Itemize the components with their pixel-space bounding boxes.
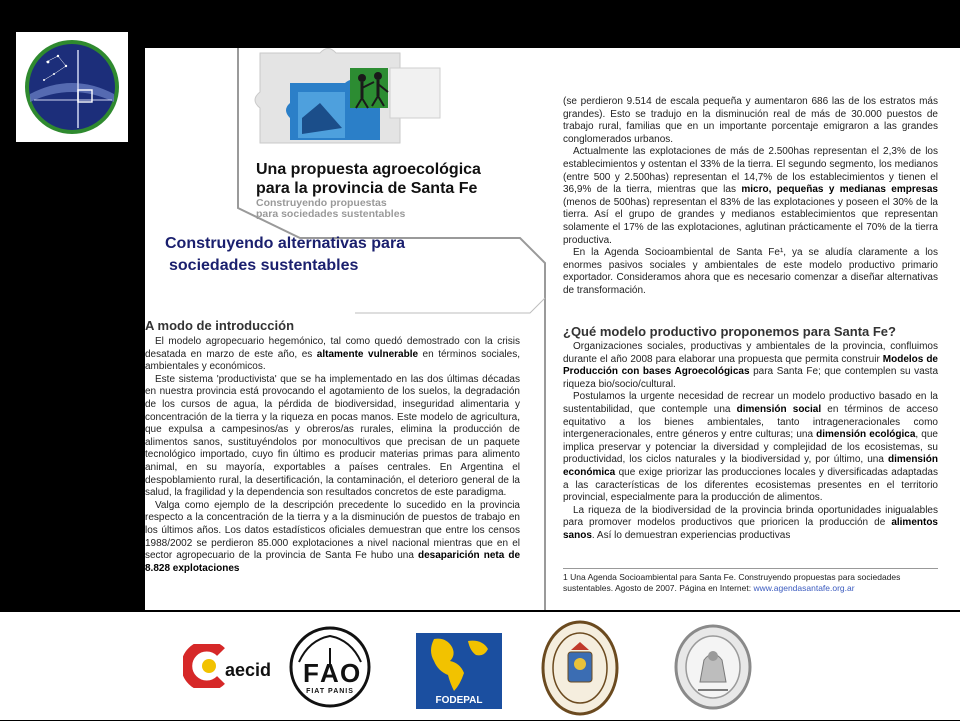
text-run: , que implica preservar y potenciar la diversidad y complejidad de los ecosistemas, su productividad, los ciclos naturales y la biodiversidad y, por último, una (563, 429, 938, 466)
right-paragraph (563, 146, 938, 247)
footnote-link[interactable]: www.agendasantafe.org.ar (753, 583, 855, 593)
bold-run: dimensión económica (563, 454, 938, 478)
title-line-1: Una propuesta agroecológica (256, 161, 481, 178)
subtitle-line-1: Construyendo propuestas (256, 197, 387, 209)
model-section (563, 324, 938, 543)
intro-paragraph: Este sistema 'productivista' que se ha implementado en las dos últimas décadas en nuestra provincia está provocando el agotamiento de los suelos, la degradación de los cursos de agua, la pérdida de biodiversidad, inseguridad alimentaria y concentración de la tierra y la riqueza en pocas manos. Este modelo de agricultura, que expulsa a campesinos/as y obreros/as rurales, elimina la producción de alimentos sanos, sustituyéndolos por monocultivos que precisan de un paquete tecnológico importado, cuyo fin último es producir materias primas para alimento animal, en su mayoría, exportables a países centrales. En Argentina el despoblamiento rural, la desertificación, la contaminación, el deterioro general de la salud, la fragilidad y la dependencia son resultados concretos de este paradigma. (145, 373, 520, 499)
fodepal-logo (416, 633, 502, 709)
fao-wheat-emblem-icon (289, 626, 371, 708)
text-run: en términos sociales, ambientales y económicos. (145, 348, 520, 373)
fao-motto: FIAT PANIS (306, 688, 354, 695)
text-run: . Así lo demuestran experiencias productivas (591, 529, 791, 541)
right-body-top (563, 96, 938, 298)
puzzle-illustration (250, 48, 445, 150)
text-run: El modelo agropecuario hegemónico, tal como quedó demostrado con la crisis desatada en marzo de este año, es (145, 336, 520, 360)
intro-section (145, 318, 520, 575)
svg-text:F: F (303, 658, 319, 688)
subtitle-line-2: para sociedades sustentables (256, 208, 406, 220)
bold-run: micro, pequeñas y medianas empresas (741, 184, 938, 196)
upm-logo (541, 620, 619, 716)
footnote (563, 568, 938, 594)
upm-seal-icon (541, 620, 619, 716)
aecid-logo (183, 638, 273, 700)
fao-logo (289, 626, 371, 708)
right-paragraph (563, 341, 938, 391)
overlay-title (165, 233, 485, 277)
text-run: 1 Una Agenda Socioambiental para Santa Fe. Construyendo propuestas para sociedades sustentables. Agosto de 2007. Página en Internet: (563, 572, 901, 593)
bold-run: altamente vulnerable (316, 348, 419, 360)
university-seal-logo (674, 624, 752, 710)
right-paragraph: En la Agenda Socioambiental de Santa Fe¹, ya se aludía claramente a los enormes pasivos sociales y ambientales de este modelo productivo primario exportador. Consideramos ahora que es necesario comenzar a diseñar alternativas de transformación. (563, 247, 938, 296)
bold-run: dimensión ecológica (816, 429, 916, 441)
text-run: en términos de acceso equitativo a los bienes ambientales, tanto intrageneracionales como intergeneracionales, entre géneros y entre culturas; una (563, 403, 938, 441)
bold-run: dimensión social (736, 403, 822, 415)
title-line-2: para la provincia de Santa Fe (256, 180, 478, 197)
intro-paragraph (145, 500, 520, 576)
text-run: (menos de 500has) representan el 83% de las explotaciones y poseen el 30% de la tierra. Así el grupo de grandes y medianos establecimientos que representan solamente el 17% de las explotaciones, aglutinan prácticamente el 70% de la tierra productiva. (563, 196, 938, 246)
right-paragraph (563, 391, 938, 504)
document-page (145, 48, 960, 610)
text-run: para Santa Fe; que contemplen su vasta riqueza bio/socio/cultural. (563, 366, 939, 390)
americas-map-icon (416, 633, 502, 695)
intro-paragraph (145, 336, 520, 374)
model-heading: ¿Qué modelo productivo proponemos para Santa Fe? (563, 324, 896, 339)
globe-emblem-icon (16, 32, 128, 142)
bold-run: alimentos sanos (563, 517, 938, 541)
intro-heading: A modo de introducción (145, 318, 295, 333)
right-paragraph: (se perdieron 9.514 de escala pequeña y aumentaron 686 las de los estratos más grandes). Esto se tradujo en la disminución real de más de 30.000 puestos de trabajo rural, familias que en un importante porcentaje emigraron a las grandes conglomerados urbanos. (563, 96, 938, 145)
intro-body (145, 336, 520, 575)
aecid-mark-icon (183, 644, 227, 688)
aecid-wordmark: aecid (225, 660, 272, 680)
text-run: Valga como ejemplo de la descripción precedente lo sucedido en la provincia respecto a la concentración de la tierra y a la disminución de puestos de trabajo en los últimos años. Los datos estadísticos oficiales demuestran que entre los censos 1988/2002 se perdieron 85.000 explotaciones a nivel nacional mientras que en el sector agropecuario de la provincia de Santa Fe hubo una (145, 499, 520, 562)
text-run: Organizaciones sociales, productivas y ambientales de la provincia, confluimos durante el año 2008 para elaborar una propuesta que permita construir (563, 341, 938, 365)
right-column (563, 96, 938, 298)
text-run: que exige priorizar las producciones locales y diversificadas adaptadas a las características de los diferentes ecosistemas presentes en el territorio provincial, especialmente para la producción de alimentos. (563, 466, 938, 504)
bold-run: Modelos de Producción con bases Agroecológicas (563, 353, 938, 378)
text-run: La riqueza de la biodiversidad de la provincia brinda oportunidades inigualables para promover modelos productivos que prioricen la producción de (563, 504, 938, 529)
right-paragraph (563, 505, 938, 543)
sponsor-logos-strip (0, 612, 960, 720)
svg-text:O: O (340, 658, 361, 688)
text-run: Postulamos la urgente necesidad de recrear un modelo productivo basado en la sustentabilidad, que contemple una (563, 391, 938, 415)
overlay-title-line-2: sociedades sustentables (169, 257, 359, 274)
overlay-title-line-1: Construyendo alternativas para (165, 235, 406, 252)
text-run: Actualmente las explotaciones de más de 2.500has representan el 2,3% de los establecimientos y ostentan el 33% de la tierra. El segundo segmento, los medianos (entre 500 y 2.500has) representan el 14,7% de los establecimientos y tienen el 36,9% de la tierra, mientras que las (563, 146, 938, 196)
bold-run: desaparición neta de 8.828 explotaciones (145, 550, 521, 574)
institution-logo (16, 32, 128, 142)
document-title (256, 160, 546, 220)
fodepal-wordmark: FODEPAL (435, 695, 483, 706)
svg-text:A: A (320, 658, 339, 688)
model-body (563, 341, 938, 543)
grey-seal-icon (674, 624, 752, 710)
footnote-text (563, 572, 938, 594)
